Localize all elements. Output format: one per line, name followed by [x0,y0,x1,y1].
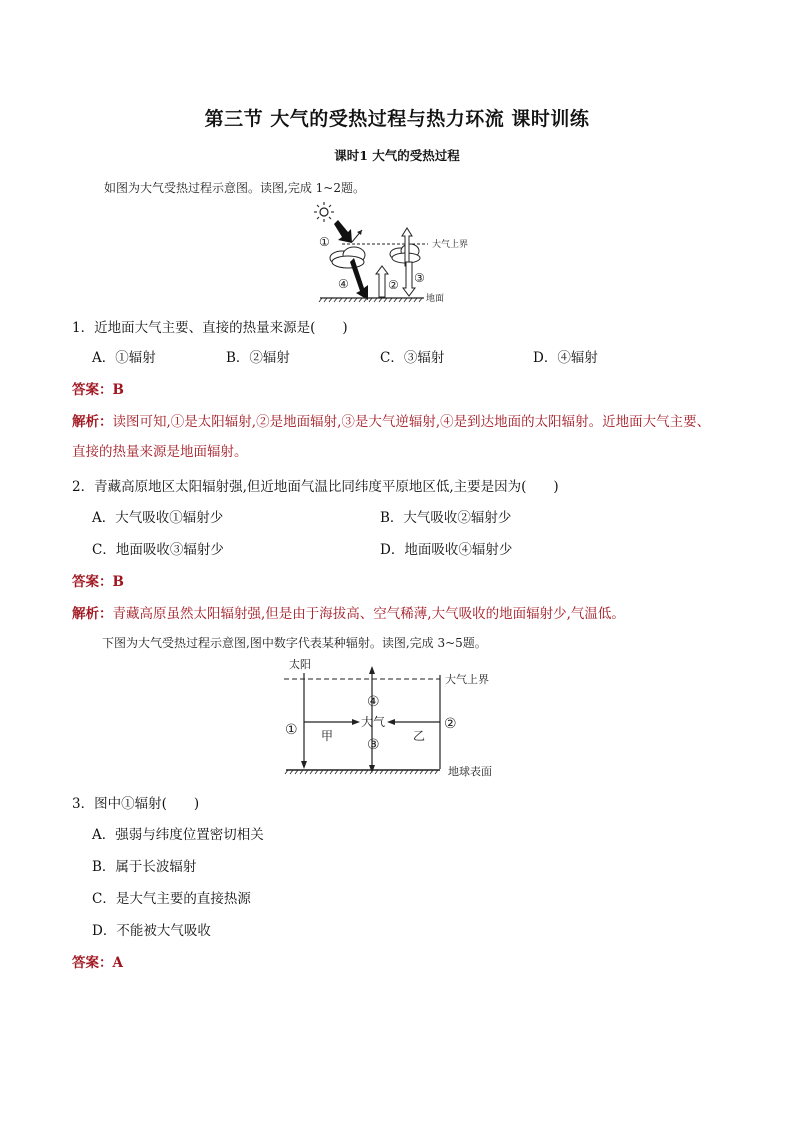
instruction-1: 如图为大气受热过程示意图。读图,完成 1~2题。 [104,181,365,195]
question-2-explanation [72,602,625,622]
question-3-answer: 答案：A [72,955,123,971]
question-1-explanation-line-2: 直接的热量来源是地面辐射。 [72,444,248,460]
fig2-atmosphere-top-label: 大气上界 [445,673,489,686]
sun-icon [314,202,334,222]
fig2-jia-label: 甲 [321,729,334,743]
fig2-label-2: ② [444,716,457,732]
question-3-option-d: D．不能被大气吸收 [92,923,211,939]
fig1-label-1: ① [319,235,330,249]
explanation-text: 青藏高原虽然太阳辐射强,但是由于海拔高、空气稀薄,大气吸收的地面辐射少,气温低。 [112,606,625,622]
explanation-label: 解析： [72,606,113,622]
explanation-label: 解析： [72,414,113,430]
question-3-stem: 3．图中①辐射( ) [72,796,200,812]
question-1-option-b: B．②辐射 [226,350,290,366]
explanation-text: 读图可知,①是太阳辐射,②是地面辐射,③是大气逆辐射,④是到达地面的太阳辐射。近地面大气主要、 [112,414,711,430]
question-2-stem: 2．青藏高原地区太阳辐射强,但近地面气温比同纬度平原地区低,主要是因为( ) [72,479,559,495]
question-3-option-a: A．强弱与纬度位置密切相关 [92,827,264,843]
fig2-yi-label: 乙 [413,729,426,743]
cloud-left [330,247,365,268]
fig1-label-3: ③ [414,271,425,285]
question-3-option-b: B．属于长波辐射 [92,859,197,875]
solar-radiation-arrow [334,220,352,243]
question-3-option-c: C．是大气主要的直接热源 [92,891,251,907]
fig1-label-4: ④ [338,277,349,291]
question-2-option-b: B．大气吸收②辐射少 [380,510,512,526]
instruction-2: 下图为大气受热过程示意图,图中数字代表某种辐射。读图,完成 3~5题。 [102,636,487,650]
question-2-option-a: A．大气吸收①辐射少 [92,510,224,526]
ground-radiation-arrow [376,266,388,297]
question-2-option-c: C．地面吸收③辐射少 [92,542,224,558]
question-1-answer: 答案：B [72,382,124,398]
fig2-sun-label: 太阳 [289,658,311,671]
fig1-atmosphere-top-label: 大气上界 [432,240,469,250]
question-2-option-d: D．地面吸收④辐射少 [380,542,513,558]
ground-hatch [319,298,422,302]
figure-1-diagram [310,200,480,304]
fig1-label-2: ② [388,278,399,292]
question-1-option-d: D．④辐射 [533,350,598,366]
question-1-option-c: C．③辐射 [380,350,445,366]
fig2-earth-surface-label: 地球表面 [448,765,492,778]
figure-2-diagram [276,655,526,781]
fig2-label-3: ③ [367,737,380,753]
question-1-stem: 1．近地面大气主要、直接的热量来源是( ) [72,320,348,336]
question-1-option-a: A．①辐射 [92,350,156,366]
page-title: 第三节 大气的受热过程与热力环流 课时训练 [204,108,590,130]
question-1-explanation-line-1 [72,410,710,430]
fig2-label-1: ① [285,722,298,738]
fig1-ground-label: 地面 [426,294,445,304]
page-subtitle: 课时1 大气的受热过程 [334,148,460,163]
question-2-answer: 答案：B [72,574,124,590]
fig2-atmosphere-label: 大气 [361,715,386,729]
fig2-label-4: ④ [367,694,380,710]
